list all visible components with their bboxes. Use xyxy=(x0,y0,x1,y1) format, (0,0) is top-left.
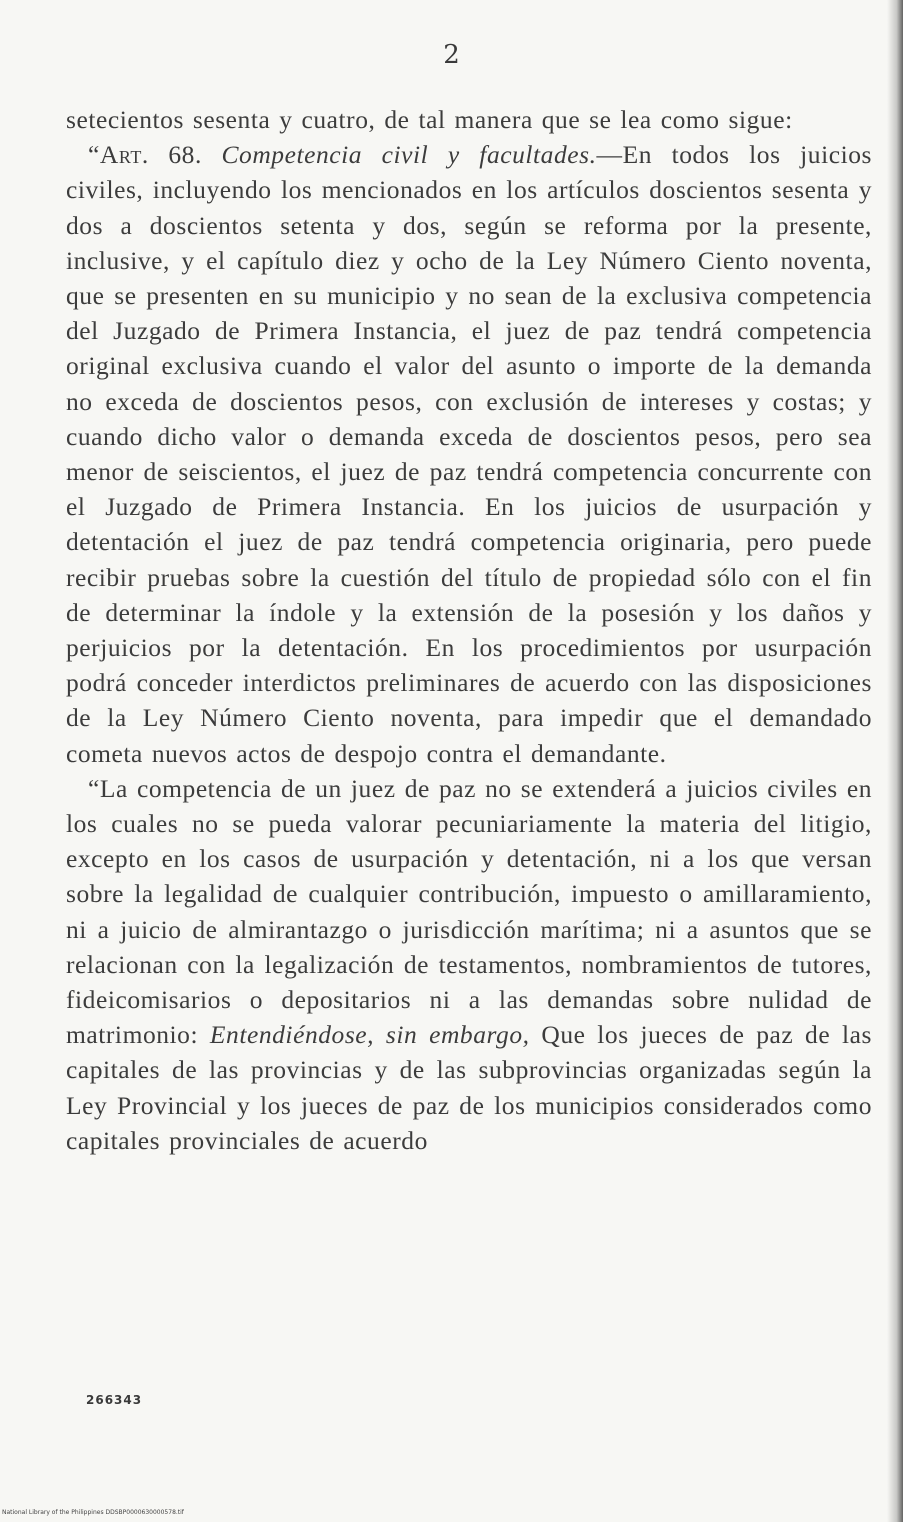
paragraph-2 xyxy=(66,137,872,771)
scan-footer: National Library of the Philippines DDSBP0000630000578.tif xyxy=(2,1509,184,1516)
article-mark: . xyxy=(141,140,149,170)
paragraph-3-text-before: “La competencia de un juez de paz no se extenderá a juicios civiles en los cuales no se pueda valorar pecuniariamente la materia del litigio, excepto en los casos de usurpación y detentación, ni a los que versan sobre la legalidad de cualquier contribución, impuesto o amillaramiento, ni a juicio de almirantazgo o jurisdicción marítima; ni a asuntos que se relacionan con la legalización de testamentos, nombramientos de tutores, fideicomisarios o depositarios ni a las demandas sobre nulidad de matrimonio: xyxy=(66,773,872,1050)
quote-open: “ xyxy=(88,140,100,170)
article-label: Art xyxy=(99,140,142,170)
paragraph-3-text-after: Que los jueces de paz de las capitales de las provincias y de las subprovincias organizadas según la Ley Provincial y los jueces de paz de los municipios considerados como capitales provinciales de acuerdo xyxy=(66,1020,872,1155)
body-text xyxy=(66,102,872,1158)
paragraph-3-italic: Entendiéndose, sin embargo, xyxy=(209,1020,530,1050)
paragraph-3 xyxy=(66,771,872,1158)
article-text: —En todos los juicios civiles, incluyendo los mencionados en los artículos doscientos sesenta y dos a doscientos setenta y dos, según se reforma por la presente, inclusive, y el capítulo diez y ocho de la Ley Número Ciento noventa, que se presenten en su municipio y no sean de la exclusiva competencia del Juzgado de Primera Instancia, el juez de paz tendrá competencia original exclusiva cuando el valor del asunto o importe de la demanda no exceda de doscientos pesos, con exclusión de intereses y costas; y cuando dicho valor o demanda exceda de doscientos pesos, pero sea menor de seiscientos, el juez de paz tendrá competencia concurrente con el Juzgado de Primera Instancia. En los juicios de usurpación y detentación el juez de paz tendrá competencia originaria, pero puede recibir pruebas sobre la cuestión del título de propiedad sólo con el fin de determinar la índole y la extensión de la posesión y los daños y perjuicios por la detentación. En los procedimientos por usurpación podrá conceder interdictos preliminares de acuerdo con las disposiciones de la Ley Número Ciento noventa, para impedir que el demandado cometa nuevos actos de despojo contra el demandante. xyxy=(66,140,872,768)
page-number: 2 xyxy=(443,40,460,70)
paragraph-1: setecientos sesenta y cuatro, de tal manera que se lea como sigue: xyxy=(66,105,793,134)
article-heading: Competencia civil y facultades. xyxy=(221,140,597,170)
print-code: 266343 xyxy=(86,1393,143,1407)
article-number: 68. xyxy=(148,140,222,170)
page-edge-shadow xyxy=(887,0,903,1522)
